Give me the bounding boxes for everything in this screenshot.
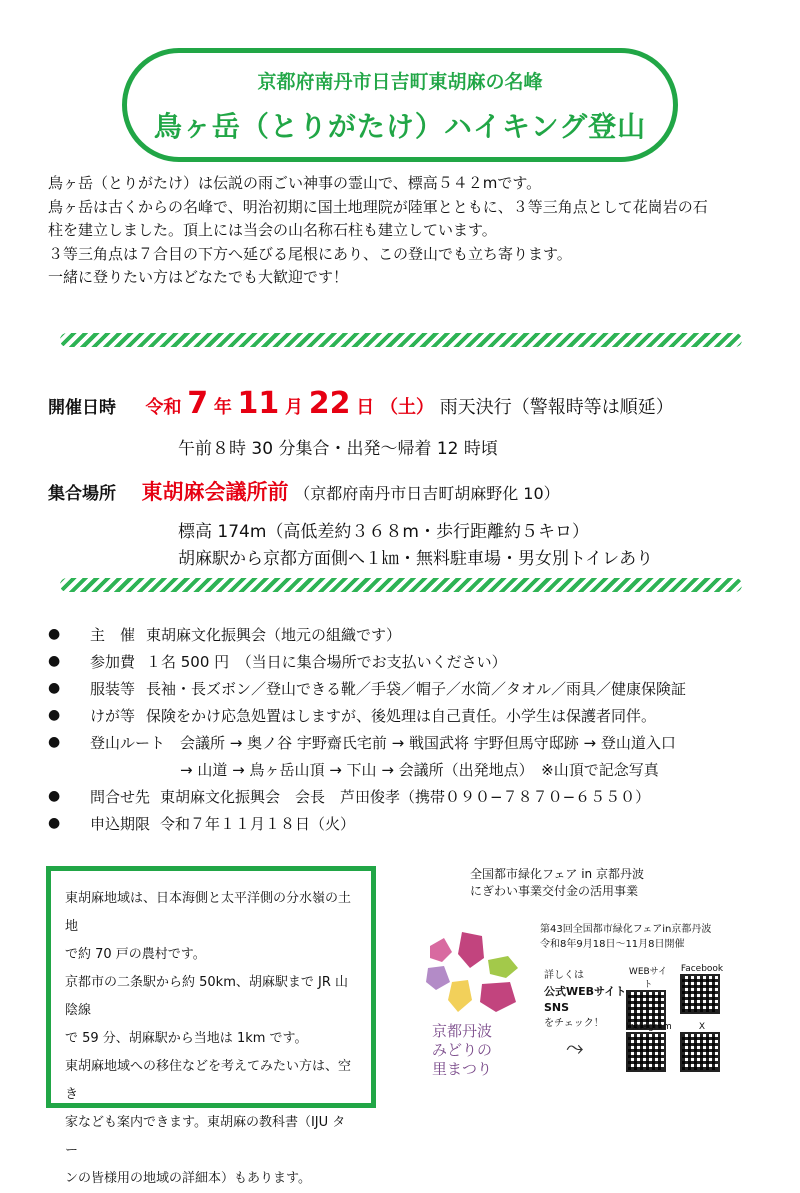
qr-instagram-block[interactable] (626, 1022, 670, 1072)
event-date-row (48, 386, 674, 421)
bullet-icon: ● (48, 815, 61, 831)
list-item (48, 813, 356, 833)
date-era: 令和 (145, 397, 182, 418)
area-info-box (46, 866, 376, 1186)
fair-logo-text (432, 1022, 492, 1079)
intro-line: 鳥ヶ岳（とりがたけ）は伝説の雨ごい神事の霊山で、標高５４２mです。 (48, 174, 542, 192)
item-label: 主 催 (90, 626, 136, 644)
logo-line: 里まつり (432, 1060, 493, 1078)
item-label: 問合せ先 (90, 788, 151, 806)
logo-line: みどりの (432, 1041, 493, 1059)
info-line: で 59 分、胡麻駅から当地は 1km です。 (65, 1031, 308, 1046)
flower-logo-icon (422, 928, 532, 1024)
item-text: 東胡麻文化振興会 会長 芦田俊孝（携帯０９０−７８７０−６５５０） (160, 788, 651, 806)
fair-notice-line: 全国都市緑化フェア in 京都丹波 (470, 867, 644, 881)
qr-label: X (698, 1022, 706, 1032)
date-day: 22 (308, 386, 351, 421)
meeting-place-row (48, 476, 560, 506)
fair-check (544, 968, 626, 1032)
intro-line: 鳥ヶ岳は古くからの名峰で、明治初期に国土地理院が陸軍とともに、３等三角点として花崗岩の石 (48, 197, 708, 216)
intro-line: 柱を建立しました。頂上には当会の山名称石柱も建立しています。 (48, 221, 497, 239)
list-item (48, 624, 402, 644)
qr-code-icon (680, 1032, 720, 1072)
place-address: （京都府南丹市日吉町胡麻野化 10） (294, 484, 560, 503)
logo-line: 京都丹波 (432, 1022, 493, 1040)
item-text: 長袖・長ズボン／登山できる靴／手袋／帽子／水筒／タオル／雨具／健康保険証 (146, 680, 687, 698)
info-line: 東胡麻地域への移住などを考えてみたい方は、空き (65, 1059, 352, 1102)
fair-notice (470, 866, 644, 900)
arrow-icon: ⤳ (566, 1036, 584, 1061)
qr-x-block[interactable] (680, 1022, 724, 1072)
title-box (122, 48, 678, 162)
qr-code-icon (680, 974, 720, 1014)
date-month-unit: 月 (285, 397, 304, 418)
elevation-info: 標高 174m（高低差約３６８m・歩行距離約５キロ） (178, 522, 589, 542)
bullet-icon: ● (48, 734, 61, 750)
bullet-icon: ● (48, 626, 61, 642)
date-month: 11 (237, 386, 280, 421)
access-info: 胡麻駅から京都方面側へ１㎞・無料駐車場・男女別トイレあり (178, 549, 654, 569)
place-label: 集合場所 (48, 484, 116, 504)
item-text: １名 500 円 （当日に集合場所でお支払いください） (146, 653, 507, 671)
intro-text (48, 172, 768, 290)
fair-logo (422, 928, 532, 1024)
qr-label: Instagram (626, 1022, 672, 1032)
list-item (48, 651, 507, 671)
info-line: 京都市の二条駅から約 50km、胡麻駅まで JR 山陰線 (65, 975, 348, 1018)
item-text: 東胡麻文化振興会（地元の組織です） (146, 626, 402, 644)
bullet-icon: ● (48, 707, 61, 723)
qr-facebook-block[interactable] (680, 964, 724, 1014)
list-item (48, 732, 676, 752)
list-item (48, 678, 687, 698)
bullet-icon: ● (48, 788, 61, 804)
date-year: 7 (187, 386, 209, 421)
info-line: で約 70 戸の農村です。 (65, 947, 206, 962)
item-text: 保険をかけ応急処置はしますが、後処理は自己責任。小学生は保護者同伴。 (146, 707, 657, 725)
list-item (48, 705, 657, 725)
fair-period: 令和8年9月18日〜11月8日開催 (540, 939, 685, 950)
item-label: 参加費 (90, 653, 136, 671)
qr-code-icon (626, 1032, 666, 1072)
fair-notice-line: にぎわい事業交付金の活用事業 (470, 884, 639, 898)
qr-label: WEBサイト (628, 967, 668, 990)
qr-label: Facebook (680, 964, 724, 974)
list-item (48, 786, 651, 806)
check-site: 公式WEBサイト (544, 985, 627, 998)
fair-event-name: 第43回全国都市緑化フェアin京都丹波 (540, 924, 712, 935)
item-label: 申込期限 (90, 815, 151, 833)
bullet-icon: ● (48, 653, 61, 669)
check-sns: SNS (544, 1001, 570, 1014)
info-line: 家なども案内できます。東胡麻の教科書（IJU ター (65, 1115, 346, 1158)
item-label: けが等 (90, 707, 136, 725)
item-label: 服装等 (90, 680, 136, 698)
intro-line: 一緒に登りたい方はどなたでも大歓迎です！ (48, 268, 349, 286)
date-label: 開催日時 (48, 398, 116, 418)
divider-stripe (60, 333, 742, 347)
item-text: 令和７年１１月１８日（火） (160, 815, 356, 833)
check-prefix: 詳しくは (544, 970, 584, 981)
item-text: 会議所 → 奥ノ谷 宇野齋氏宅前 → 戦国武将 宇野但馬守邸跡 → 登山道入口 (180, 734, 676, 752)
item-text: → 山道 → 鳥ヶ岳山頂 → 下山 → 会議所（出発地点） ※山頂で記念写真 (180, 761, 659, 779)
place-name: 東胡麻会議所前 (141, 480, 289, 504)
page-title: 鳥ヶ岳（とりがたけ）ハイキング登山 (153, 110, 647, 143)
event-time: 午前８時 30 分集合・出発〜帰着 12 時頃 (178, 439, 498, 459)
intro-line: ３等三角点は７合目の下方へ延びる尾根にあり、この登山でも立ち寄ります。 (48, 244, 572, 263)
date-weekday: （土） (379, 397, 434, 418)
page-subtitle: 京都府南丹市日吉町東胡麻の名峰 (257, 71, 543, 93)
fair-event (540, 922, 711, 952)
check-suffix: をチェック！ (544, 1018, 604, 1029)
info-line: ンの皆様用の地域の詳細本）もあります。 (65, 1171, 311, 1186)
item-label: 登山ルート (90, 734, 166, 752)
info-line: 東胡麻地域は、日本海側と太平洋側の分水嶺の土地 (65, 891, 352, 934)
qr-web-block[interactable] (626, 964, 670, 1030)
divider-stripe (60, 578, 742, 592)
date-day-unit: 日 (356, 397, 375, 418)
bullet-icon: ● (48, 680, 61, 696)
weather-note: 雨天決行（警報時等は順延） (439, 397, 674, 418)
date-year-unit: 年 (213, 397, 232, 418)
